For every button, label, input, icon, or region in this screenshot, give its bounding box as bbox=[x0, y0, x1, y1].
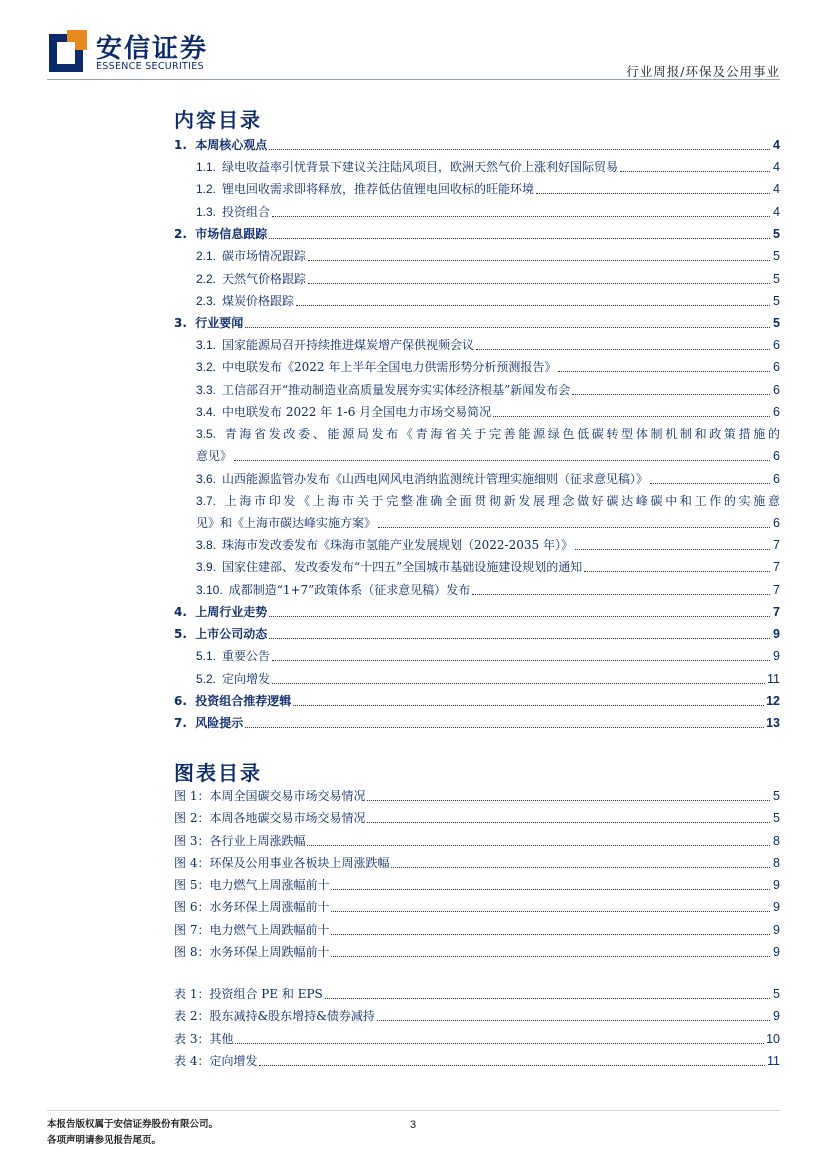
page-number: 3 bbox=[410, 1119, 417, 1131]
toc-number: 3.3. bbox=[196, 383, 217, 397]
table-label: 表 3：其他 bbox=[174, 1032, 234, 1046]
toc-entry[interactable] bbox=[196, 359, 780, 375]
table-entry[interactable] bbox=[174, 1053, 780, 1069]
toc-label: 中电联发布《2022 年上半年全国电力供需形势分析预测报告》 bbox=[222, 360, 557, 374]
toc-label: 山西能源监管办发布《山西电网风电消纳监测统计管理实施细则（征求意见稿）》 bbox=[222, 472, 649, 486]
toc-label: 本周核心观点 bbox=[195, 138, 268, 152]
leader-dots bbox=[575, 535, 770, 550]
leader-dots bbox=[272, 669, 765, 684]
leader-dots bbox=[331, 875, 770, 890]
footer-divider bbox=[47, 1110, 780, 1111]
leader-dots bbox=[493, 402, 770, 417]
leader-dots bbox=[620, 157, 770, 172]
toc-page: 12 bbox=[766, 694, 780, 708]
toc-label: 国家能源局召开持续推进煤炭增产保供视频会议 bbox=[222, 338, 475, 352]
figures-title: 图表目录 bbox=[174, 761, 262, 785]
figure-entry[interactable] bbox=[174, 855, 780, 871]
leader-dots bbox=[245, 313, 770, 328]
toc-number: 4. bbox=[174, 605, 187, 619]
toc-title: 内容目录 bbox=[174, 108, 262, 132]
toc-entry[interactable] bbox=[196, 248, 780, 264]
toc-entry-continuation[interactable] bbox=[196, 515, 780, 531]
toc-label: 上周行业走势 bbox=[195, 605, 268, 619]
toc-label: 投资组合 bbox=[222, 205, 271, 219]
toc-entry[interactable] bbox=[174, 693, 780, 709]
figure-page: 9 bbox=[773, 945, 780, 959]
toc-number: 3.5. bbox=[196, 427, 217, 441]
toc-entry[interactable] bbox=[174, 315, 780, 331]
toc-entry[interactable] bbox=[196, 471, 780, 487]
toc-entry[interactable] bbox=[196, 204, 780, 220]
figure-label: 图 5：电力燃气上周涨幅前十 bbox=[174, 878, 330, 892]
leader-dots bbox=[293, 691, 764, 706]
table-label: 表 2：股东减持&股东增持&债券减持 bbox=[174, 1009, 375, 1023]
toc-label: 青海省发改委、能源局发布《青海省关于完善能源绿色低碳转型体制机制和政策措施的 bbox=[222, 427, 780, 441]
figure-entry[interactable] bbox=[174, 833, 780, 849]
figure-page: 8 bbox=[773, 834, 780, 848]
leader-dots bbox=[269, 624, 770, 639]
toc-number: 2.1. bbox=[196, 249, 217, 263]
figure-label: 图 3：各行业上周涨跌幅 bbox=[174, 834, 306, 848]
toc-number: 3.6. bbox=[196, 472, 217, 486]
figure-label: 图 7：电力燃气上周跌幅前十 bbox=[174, 923, 330, 937]
toc-number: 3.8. bbox=[196, 538, 217, 552]
toc-label: 投资组合推荐逻辑 bbox=[195, 694, 292, 708]
toc-number: 1.2. bbox=[196, 182, 217, 196]
toc-label: 工信部召开“推动制造业高质量发展夯实实体经济根基”新闻发布会 bbox=[222, 383, 571, 397]
leader-dots bbox=[325, 984, 770, 999]
toc-page: 7 bbox=[773, 538, 780, 552]
toc-entry[interactable] bbox=[196, 337, 780, 353]
toc-page: 7 bbox=[773, 560, 780, 574]
toc-entry-wrapped-line[interactable] bbox=[196, 426, 780, 442]
page-header bbox=[0, 0, 827, 82]
figure-label: 图 6：水务环保上周涨幅前十 bbox=[174, 900, 330, 914]
toc-label: 定向增发 bbox=[222, 672, 271, 686]
toc-entry[interactable] bbox=[196, 271, 780, 287]
toc-entry[interactable] bbox=[174, 604, 780, 620]
figure-label: 图 2：本周各地碳交易市场交易情况 bbox=[174, 811, 366, 825]
leader-dots bbox=[650, 469, 770, 484]
toc-entry[interactable] bbox=[196, 404, 780, 420]
figure-page: 9 bbox=[773, 878, 780, 892]
toc-entry[interactable] bbox=[196, 382, 780, 398]
toc-number: 1. bbox=[174, 138, 187, 152]
figure-entry[interactable] bbox=[174, 944, 780, 960]
toc-entry[interactable] bbox=[196, 159, 780, 175]
toc-label: 重要公告 bbox=[222, 649, 271, 663]
toc-page: 7 bbox=[773, 583, 780, 597]
toc-number: 5.1. bbox=[196, 649, 217, 663]
leader-dots bbox=[367, 808, 770, 823]
table-entry[interactable] bbox=[174, 986, 780, 1002]
toc-label: 中电联发布 2022 年 1-6 月全国电力市场交易简况 bbox=[222, 405, 492, 419]
figure-page: 5 bbox=[773, 811, 780, 825]
toc-label: 锂电回收需求即将释放，推荐低估值锂电回收标的旺能环境 bbox=[222, 182, 535, 196]
leader-dots bbox=[331, 897, 770, 912]
toc-page: 13 bbox=[766, 716, 780, 730]
toc-number: 2.2. bbox=[196, 272, 217, 286]
toc-number: 3.4. bbox=[196, 405, 217, 419]
leader-dots bbox=[272, 202, 770, 217]
toc-label-continued: 见》和《上海市碳达峰实施方案》 bbox=[196, 516, 377, 530]
toc-label: 上市公司动态 bbox=[195, 627, 268, 641]
toc-entry[interactable] bbox=[174, 226, 780, 242]
leader-dots bbox=[572, 380, 770, 395]
table-label: 表 4：定向增发 bbox=[174, 1054, 258, 1068]
toc-label: 煤炭价格跟踪 bbox=[222, 294, 295, 308]
toc-page: 6 bbox=[773, 383, 780, 397]
figure-page: 9 bbox=[773, 923, 780, 937]
leader-dots bbox=[296, 291, 770, 306]
copyright-notice: 本报告版权属于安信证券股份有限公司。 bbox=[47, 1119, 219, 1130]
table-entry[interactable] bbox=[174, 1008, 780, 1024]
figure-label: 图 1：本周全国碳交易市场交易情况 bbox=[174, 789, 366, 803]
leader-dots bbox=[308, 269, 770, 284]
figure-label: 图 4：环保及公用事业各板块上周涨跌幅 bbox=[174, 856, 390, 870]
figure-page: 8 bbox=[773, 856, 780, 870]
figure-entry[interactable] bbox=[174, 899, 780, 915]
toc-page: 4 bbox=[773, 138, 780, 152]
toc-page: 4 bbox=[773, 182, 780, 196]
leader-dots bbox=[377, 1006, 770, 1021]
toc-page: 6 bbox=[773, 360, 780, 374]
toc-page: 5 bbox=[773, 249, 780, 263]
figure-label: 图 8：水务环保上周跌幅前十 bbox=[174, 945, 330, 959]
toc-number: 3.7. bbox=[196, 494, 217, 508]
leader-dots bbox=[234, 446, 770, 461]
table-entry[interactable] bbox=[174, 1031, 780, 1047]
leader-dots bbox=[269, 135, 770, 150]
toc-label-continued: 意见》 bbox=[196, 449, 233, 463]
toc-entry[interactable] bbox=[196, 671, 780, 687]
toc-entry-continuation[interactable] bbox=[196, 448, 780, 464]
leader-dots bbox=[235, 1029, 764, 1044]
leader-dots bbox=[269, 224, 770, 239]
toc-page: 6 bbox=[773, 472, 780, 486]
leader-dots bbox=[269, 602, 770, 617]
leader-dots bbox=[307, 831, 770, 846]
toc-entry-wrapped-line[interactable] bbox=[196, 493, 780, 509]
leader-dots bbox=[476, 335, 770, 350]
toc-page: 11 bbox=[767, 672, 780, 686]
brand-name-cn: 安信证券 bbox=[96, 34, 209, 64]
toc-number: 3. bbox=[174, 316, 187, 330]
toc-number: 2. bbox=[174, 227, 187, 241]
leader-dots bbox=[331, 920, 770, 935]
leader-dots bbox=[331, 942, 770, 957]
figure-entry[interactable] bbox=[174, 922, 780, 938]
toc-page: 5 bbox=[773, 316, 780, 330]
toc-number: 3.2. bbox=[196, 360, 217, 374]
toc-number: 1.3. bbox=[196, 205, 217, 219]
toc-entry[interactable] bbox=[196, 559, 780, 575]
leader-dots bbox=[308, 246, 770, 261]
figure-page: 9 bbox=[773, 900, 780, 914]
toc-label: 成都制造“1+7”政策体系（征求意见稿）发布 bbox=[228, 583, 471, 597]
figure-page: 5 bbox=[773, 789, 780, 803]
toc-label: 上海市印发《上海市关于完整准确全面贯彻新发展理念做好碳达峰碳中和工作的实施意 bbox=[222, 494, 780, 508]
table-page: 11 bbox=[767, 1054, 780, 1068]
leader-dots bbox=[245, 713, 764, 728]
toc-number: 5. bbox=[174, 627, 187, 641]
toc-number: 3.1. bbox=[196, 338, 217, 352]
toc-page: 9 bbox=[773, 649, 780, 663]
leader-dots bbox=[558, 357, 770, 372]
toc-label: 风险提示 bbox=[195, 716, 244, 730]
toc-label: 绿电收益率引忧背景下建议关注陆风项目，欧洲天然气价上涨利好国际贸易 bbox=[222, 160, 619, 174]
toc-label: 天然气价格跟踪 bbox=[222, 272, 307, 286]
toc-page: 7 bbox=[773, 605, 780, 619]
toc-entry[interactable] bbox=[174, 137, 780, 153]
toc-entry[interactable] bbox=[196, 648, 780, 664]
toc-page: 6 bbox=[773, 516, 780, 530]
toc-entry[interactable] bbox=[174, 715, 780, 731]
toc-entry[interactable] bbox=[196, 537, 780, 553]
toc-entry[interactable] bbox=[196, 181, 780, 197]
toc-page: 4 bbox=[773, 160, 780, 174]
toc-entry[interactable] bbox=[196, 582, 780, 598]
brand-name-en: ESSENCE SECURITIES bbox=[96, 61, 204, 72]
table-page: 5 bbox=[773, 987, 780, 1001]
toc-label: 行业要闻 bbox=[195, 316, 244, 330]
table-label: 表 1：投资组合 PE 和 EPS bbox=[174, 987, 323, 1001]
toc-number: 5.2. bbox=[196, 672, 217, 686]
toc-number: 6. bbox=[174, 694, 187, 708]
toc-entry[interactable] bbox=[174, 626, 780, 642]
leader-dots bbox=[272, 646, 770, 661]
toc-page: 5 bbox=[773, 227, 780, 241]
toc-page: 6 bbox=[773, 405, 780, 419]
toc-label: 国家住建部、发改委发布“十四五”全国城市基础设施建设规划的通知 bbox=[222, 560, 583, 574]
toc-page: 6 bbox=[773, 449, 780, 463]
table-page: 9 bbox=[773, 1009, 780, 1023]
toc-number: 3.10. bbox=[196, 583, 223, 597]
figure-entry[interactable] bbox=[174, 810, 780, 826]
table-page: 10 bbox=[766, 1032, 780, 1046]
header-divider bbox=[47, 79, 780, 80]
leader-dots bbox=[584, 557, 770, 572]
disclaimer-notice: 各项声明请参见报告尾页。 bbox=[47, 1135, 162, 1146]
figure-entry[interactable] bbox=[174, 788, 780, 804]
toc-page: 6 bbox=[773, 338, 780, 352]
leader-dots bbox=[472, 580, 770, 595]
toc-number: 1.1. bbox=[196, 160, 217, 174]
toc-number: 2.3. bbox=[196, 294, 217, 308]
leader-dots bbox=[378, 513, 770, 528]
toc-number: 3.9. bbox=[196, 560, 217, 574]
toc-page: 9 bbox=[773, 627, 780, 641]
essence-logo-icon bbox=[49, 30, 87, 72]
toc-page: 5 bbox=[773, 272, 780, 286]
leader-dots bbox=[391, 853, 770, 868]
figure-entry[interactable] bbox=[174, 877, 780, 893]
footer-disclaimer bbox=[47, 1117, 218, 1149]
toc-label: 珠海市发改委发布《珠海市氢能产业发展规划（2022-2035 年）》 bbox=[222, 538, 573, 552]
toc-page: 4 bbox=[773, 205, 780, 219]
toc-number: 7. bbox=[174, 716, 187, 730]
toc-entry[interactable] bbox=[196, 293, 780, 309]
toc-label: 碳市场情况跟踪 bbox=[222, 249, 307, 263]
toc-page: 5 bbox=[773, 294, 780, 308]
toc-label: 市场信息跟踪 bbox=[195, 227, 268, 241]
leader-dots bbox=[536, 179, 770, 194]
leader-dots bbox=[259, 1051, 765, 1066]
leader-dots bbox=[367, 786, 770, 801]
report-type: 行业周报/环保及公用事业 bbox=[626, 64, 780, 79]
